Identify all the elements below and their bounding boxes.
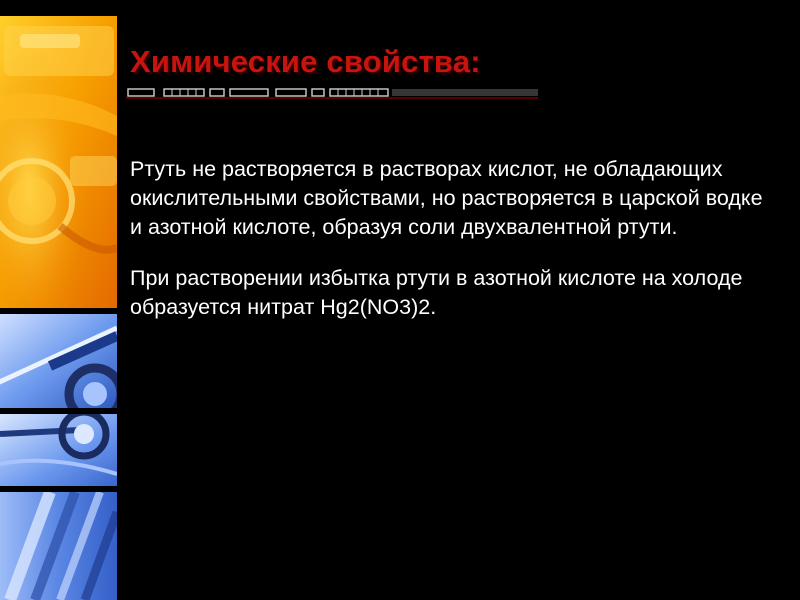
blue-test-tubes-image [0, 492, 117, 600]
blue-syringe-image [0, 314, 117, 408]
slide-body [130, 155, 780, 344]
paragraph-1: Ртуть не растворяется в растворах кислот, не обладающих окислительными свойствами, но растворяется в царской водке и азотной кислоте, образуя соли двухвалентной ртути. [130, 157, 763, 239]
orange-lab-equipment-image [0, 16, 117, 308]
paragraph-2: При растворении избытка ртути в азотной кислоте на холоде образуется нитрат Hg2(NO3)2. [130, 266, 743, 319]
left-image-strip [0, 0, 118, 600]
blue-stethoscope-image [0, 414, 117, 486]
title-underline-decoration [126, 87, 538, 99]
slide-title: Химические свойства: [130, 44, 481, 79]
